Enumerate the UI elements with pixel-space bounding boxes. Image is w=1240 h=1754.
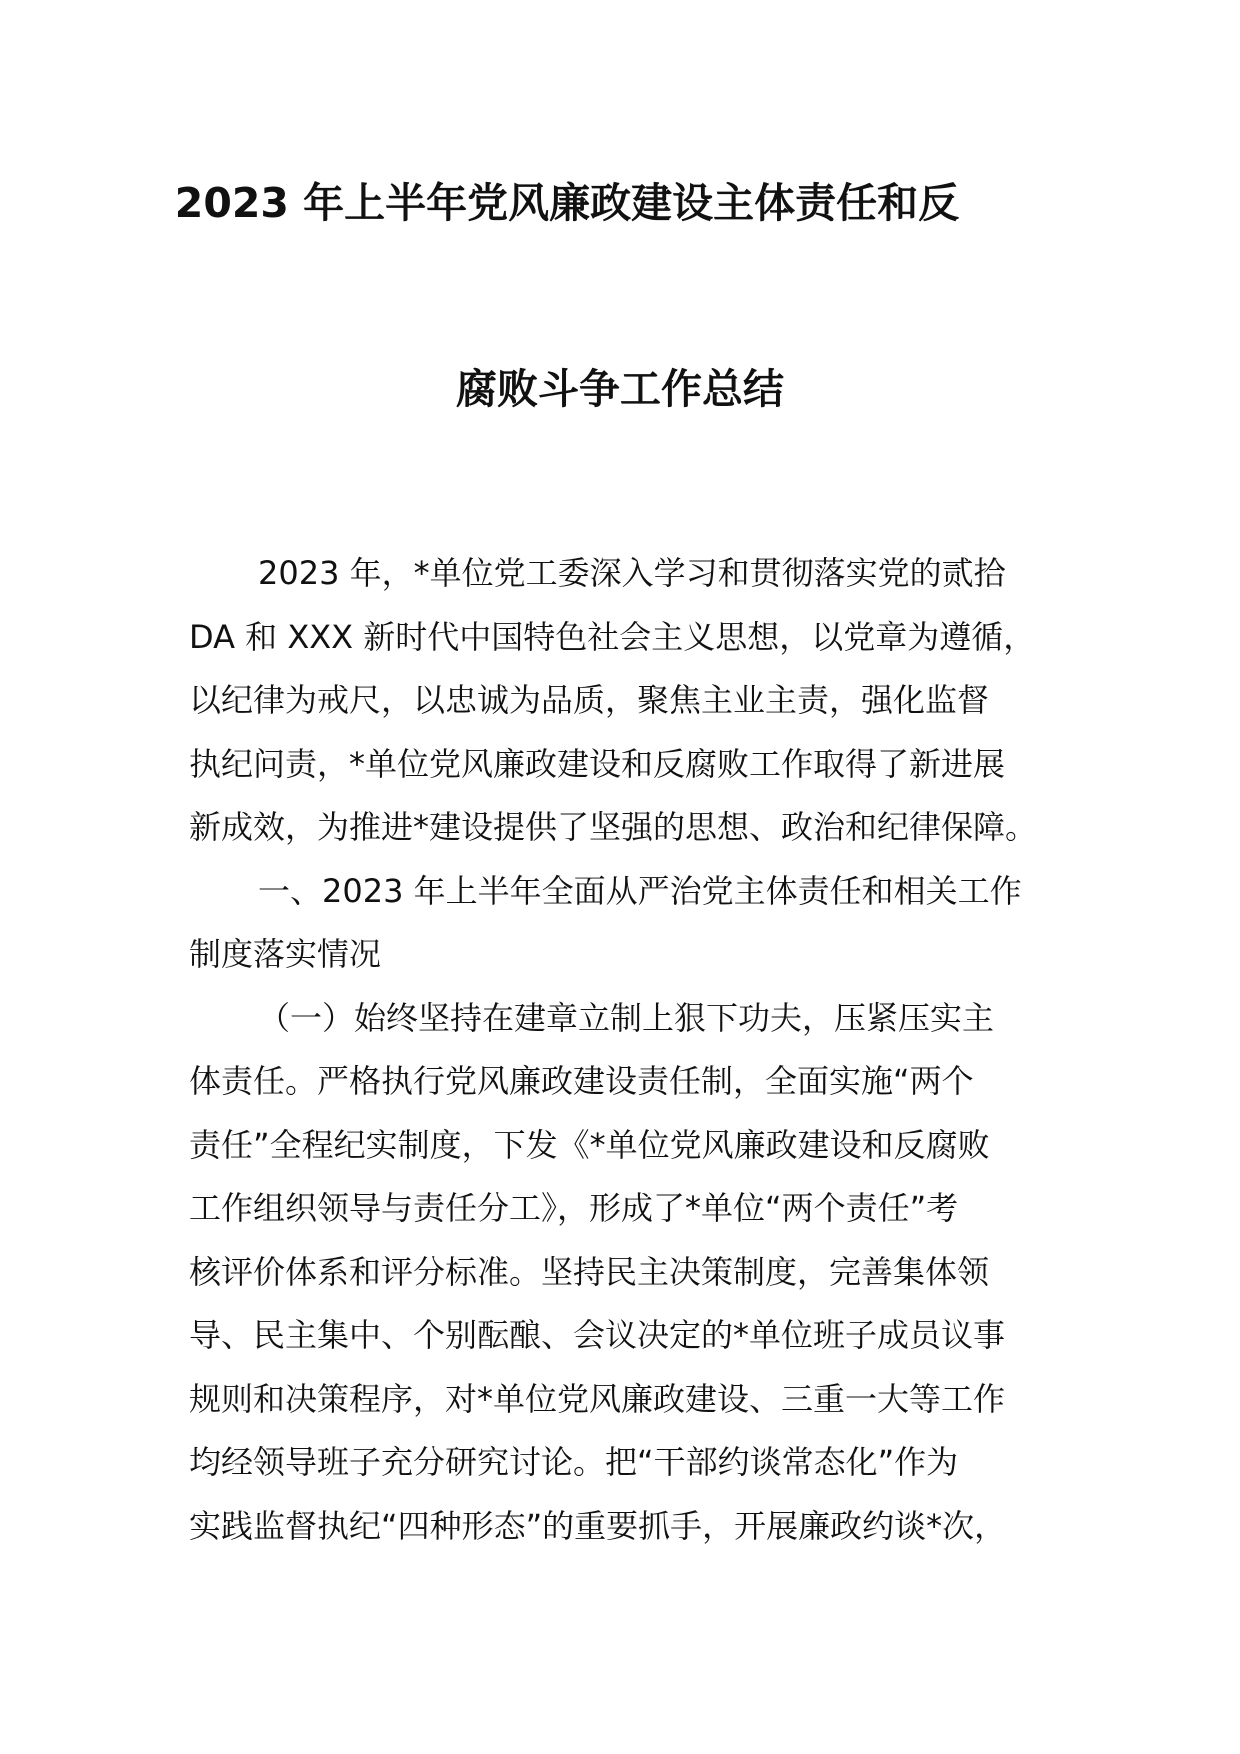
section-heading-line: 一、2023 年上半年全面从严治党主体责任和相关工作 [258, 872, 1022, 910]
body-line: 导、民主集中、个别酝酿、会议决定的*单位班子成员议事 [189, 1316, 1006, 1354]
body-line: 实践监督执纪“四种形态”的重要抓手，开展廉政约谈*次， [189, 1507, 1007, 1545]
body-line: 责任”全程纪实制度，下发《*单位党风廉政建设和反腐败 [189, 1126, 990, 1164]
body-line: 2023 年，*单位党工委深入学习和贯彻落实党的贰拾 [258, 554, 1006, 592]
document-title-line-2: 腐败斗争工作总结 [456, 365, 784, 413]
body-line: 工作组织领导与责任分工》，形成了*单位“两个责任”考 [189, 1189, 959, 1227]
body-line: 核评价体系和评分标准。坚持民主决策制度，完善集体领 [189, 1253, 990, 1291]
body-line: 规则和决策程序，对*单位党风廉政建设、三重一大等工作 [189, 1380, 1006, 1418]
body-line: 执纪问责，*单位党风廉政建设和反腐败工作取得了新进展 [189, 745, 1006, 783]
document-title-line-1: 2023 年上半年党风廉政建设主体责任和反 [174, 179, 960, 227]
body-line: （一）始终坚持在建章立制上狠下功夫，压紧压实主 [258, 999, 995, 1037]
body-line: 均经领导班子充分研究讨论。把“干部约谈常态化”作为 [189, 1443, 959, 1481]
section-heading-line: 制度落实情况 [189, 935, 382, 973]
body-line: 体责任。严格执行党风廉政建设责任制，全面实施“两个 [189, 1062, 974, 1100]
body-line: 新成效，为推进*建设提供了坚强的思想、政治和纪律保障。 [189, 808, 1038, 846]
body-line: 以纪律为戒尺，以忠诚为品质，聚焦主业主责，强化监督 [189, 681, 990, 719]
body-line: DA 和 XXX 新时代中国特色社会主义思想，以党章为遵循， [189, 618, 1036, 656]
